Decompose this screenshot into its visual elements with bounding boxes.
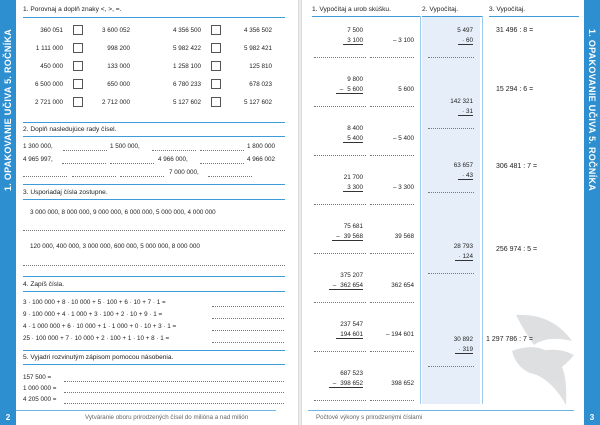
comparison-sign-box[interactable] (211, 43, 221, 53)
difference-blank[interactable] (314, 302, 366, 303)
left-footer-line (16, 410, 276, 411)
product-blank[interactable] (428, 57, 474, 58)
ex2-blank[interactable] (62, 163, 106, 164)
check-blank[interactable] (370, 57, 414, 58)
comparison-number: 6 500 000 (34, 81, 63, 88)
check-value: 398 652 (391, 380, 414, 387)
answer-blank[interactable] (212, 342, 284, 343)
ex2-top-rule (23, 122, 285, 123)
comparison-sign-box[interactable] (73, 61, 83, 71)
ex2-rule (23, 136, 285, 137)
ex2-row1-b: 1 500 000, (110, 143, 140, 150)
right-side-title: 1. OPAKOVANIE UČIVA 5. ROČNÍKA (587, 28, 597, 192)
comparison-number: 678 023 (249, 81, 272, 88)
left-sidebar (0, 0, 16, 425)
minuend: 375 207 (340, 272, 363, 279)
right-page-number: 3 (584, 411, 600, 425)
multiplier: · 319 (455, 346, 473, 354)
comparison-sign-box[interactable] (211, 61, 221, 71)
comparison-number: 4 356 502 (243, 27, 272, 34)
check-blank[interactable] (370, 302, 414, 303)
ex5-top-rule (23, 350, 285, 351)
comparison-number: 450 000 (40, 63, 63, 70)
ex2-row1-a: 1 300 000, (23, 143, 53, 150)
comparison-number: 998 200 (107, 45, 130, 52)
answer-blank[interactable] (212, 306, 284, 307)
check-blank[interactable] (370, 204, 414, 205)
left-footer: Vytváranie oboru prirodzených čísel do milióna a nad milión (85, 414, 249, 421)
multiplicand: 142 321 (450, 98, 473, 105)
comparison-number: 2 721 000 (34, 99, 63, 106)
place-value-expression: 9 · 100 000 + 4 · 1 000 + 3 · 100 + 2 · 10 + 9 · 1 = (23, 311, 163, 318)
answer-blank[interactable] (64, 403, 284, 404)
right-footer-line (308, 410, 574, 411)
division-problem: 1 297 786 : 7 = (486, 336, 533, 343)
subtrahend-value: 5 600 (347, 86, 363, 93)
expanded-form-prompt: 4 205 000 = (23, 396, 57, 403)
check-value: – 3 300 (392, 184, 414, 191)
ex2-blank[interactable] (72, 176, 116, 177)
multiplicand: 5 497 (457, 27, 473, 34)
ex2-row2-a: 4 965 997, (23, 156, 53, 163)
minus-sign: – (332, 282, 337, 289)
difference-blank[interactable] (314, 253, 366, 254)
ex1-title: 1. Porovnaj a doplň znaky <, >, =. (23, 6, 122, 13)
col1-rule (312, 16, 420, 17)
check-value: – 5 400 (392, 135, 414, 142)
difference-blank[interactable] (314, 106, 366, 107)
product-blank[interactable] (428, 273, 474, 274)
ex5-rule (23, 364, 285, 365)
minuend: 7 500 (347, 27, 363, 34)
ex3-title: 3. Usporiadaj čísla zostupne. (23, 189, 108, 196)
division-problem: 15 294 : 6 = (496, 86, 534, 93)
place-value-expression: 25 · 100 000 + 7 · 10 000 + 2 · 100 + 1 · 10 + 8 · 1 = (23, 335, 170, 342)
left-page (0, 0, 298, 425)
subtrahend (343, 184, 363, 192)
subtrahend (336, 86, 363, 94)
ex3-answer-line[interactable] (23, 265, 285, 266)
expanded-form-prompt: 157 500 = (23, 374, 52, 381)
ex2-row2-b: 4 966 000, (158, 156, 188, 163)
comparison-number: 6 780 233 (172, 81, 201, 88)
multiplier: · 43 (458, 172, 473, 180)
ex2-blank[interactable] (208, 176, 252, 177)
right-page (302, 0, 600, 425)
answer-blank[interactable] (64, 381, 284, 382)
minus-sign: – (332, 380, 337, 387)
multiplicand: 28 793 (453, 243, 473, 250)
multiplicand: 30 892 (453, 336, 473, 343)
difference-blank[interactable] (314, 400, 366, 401)
ex2-blank[interactable] (63, 150, 107, 151)
product-blank[interactable] (428, 366, 474, 367)
ex3-rule (23, 199, 285, 200)
minus-sign: – (339, 86, 344, 93)
subtrahend-value: 3 300 (347, 184, 363, 191)
minuend: 687 523 (340, 370, 363, 377)
right-sidebar (584, 0, 600, 425)
comparison-number: 5 982 421 (243, 45, 272, 52)
expanded-form-prompt: 1 000 000 = (23, 385, 57, 392)
subtrahend-value: 194 601 (340, 331, 363, 338)
ex1-rule (23, 17, 285, 18)
multiplicand: 63 657 (453, 162, 473, 169)
check-blank[interactable] (370, 400, 414, 401)
col2-rule (422, 16, 482, 17)
col2-title: 2. Vypočítaj. (422, 6, 459, 13)
col3-rule (489, 16, 579, 17)
comparison-number: 2 712 000 (101, 99, 130, 106)
answer-blank[interactable] (212, 318, 284, 319)
comparison-number: 5 982 422 (172, 45, 201, 52)
ex2-row1-c: 1 800 000 (247, 143, 276, 150)
column-divider (420, 16, 421, 404)
ex5-title: 5. Vyjadri rozvinutým zápisom pomocou násobenia. (23, 354, 174, 361)
division-problem: 256 974 : 5 = (496, 246, 538, 253)
comparison-sign-box[interactable] (73, 43, 83, 53)
comparison-number: 1 258 100 (172, 63, 201, 70)
minus-sign: – (336, 233, 340, 240)
comparison-number: 133 000 (107, 63, 130, 70)
ex2-title: 2. Doplň nasledujúce rady čísel. (23, 126, 117, 133)
ex4-rule (23, 291, 285, 292)
difference-blank[interactable] (314, 204, 366, 205)
comparison-sign-box[interactable] (73, 25, 83, 35)
minuend: 9 800 (347, 76, 363, 83)
comparison-number: 5 127 602 (243, 99, 272, 106)
check-value: – 194 601 (385, 331, 414, 338)
subtrahend-value: 398 652 (340, 380, 363, 387)
multiplier: · 31 (458, 108, 473, 116)
ex2-blank[interactable] (152, 150, 196, 151)
subtrahend-value: 3 100 (347, 37, 363, 44)
minuend: 21 700 (343, 174, 363, 181)
subtrahend-value: 5 400 (347, 135, 363, 142)
subtrahend (336, 331, 363, 339)
ex2-blank[interactable] (200, 150, 244, 151)
ex2-blank[interactable] (200, 163, 244, 164)
check-value: 39 568 (394, 233, 414, 240)
subtrahend (343, 135, 363, 143)
ex3-answer-line[interactable] (23, 230, 285, 231)
comparison-sign-box[interactable] (211, 25, 221, 35)
ex2-blank[interactable] (23, 176, 67, 177)
minuend: 8 400 (347, 125, 363, 132)
ex3-line1: 3 000 000, 8 000 000, 9 000 000, 6 000 000, 5 000 000, 4 000 000 (30, 209, 216, 216)
comparison-number: 3 600 052 (101, 27, 130, 34)
ex2-blank[interactable] (110, 163, 154, 164)
answer-blank[interactable] (212, 330, 284, 331)
ex4-title: 4. Zapíš čísla. (23, 281, 65, 288)
ex2-row3-a: 7 000 000, (169, 169, 199, 176)
difference-blank[interactable] (314, 351, 366, 352)
ex3-line2: 120 000, 400 000, 3 000 000, 600 000, 5 000 000, 8 000 000 (30, 243, 200, 250)
comparison-number: 1 111 000 (35, 45, 63, 52)
check-blank[interactable] (370, 155, 414, 156)
left-page-number: 2 (0, 411, 16, 425)
check-blank[interactable] (370, 253, 414, 254)
comparison-sign-box[interactable] (211, 97, 221, 107)
product-blank[interactable] (428, 192, 474, 193)
division-problem: 306 481 : 7 = (496, 163, 538, 170)
comparison-number: 650 000 (107, 81, 130, 88)
minuend: 75 681 (343, 223, 363, 230)
product-blank[interactable] (428, 128, 474, 129)
col1-title: 1. Vypočítaj a urob skúšku. (312, 6, 391, 13)
publisher-logo-watermark (508, 311, 580, 407)
subtrahend (329, 282, 363, 290)
ex3-top-rule (23, 184, 285, 185)
multiplier: · 60 (458, 37, 473, 45)
comparison-sign-box[interactable] (73, 79, 83, 89)
subtrahend-value: 362 654 (340, 282, 363, 289)
check-value: 5 600 (398, 86, 414, 93)
subtrahend-value: 39 568 (343, 233, 363, 240)
column-divider (482, 16, 483, 404)
subtrahend (343, 37, 363, 45)
left-side-title: 1. OPAKOVANIE UČIVA 5. ROČNÍKA (3, 28, 13, 192)
comparison-number: 360 051 (40, 27, 63, 34)
comparison-number: 125 810 (249, 63, 272, 70)
right-footer: Počtové výkony s prirodzenými číslami (316, 414, 423, 421)
check-blank[interactable] (370, 106, 414, 107)
check-blank[interactable] (370, 351, 414, 352)
multiplier: · 124 (455, 253, 473, 261)
col3-title: 3. Vypočítaj. (489, 6, 526, 13)
division-problem: 31 496 : 8 = (496, 27, 534, 34)
difference-blank[interactable] (314, 57, 366, 58)
check-value: – 3 100 (392, 37, 414, 44)
place-value-expression: 3 · 100 000 + 8 · 10 000 + 5 · 100 + 6 · 10 + 7 · 1 = (23, 299, 166, 306)
answer-blank[interactable] (64, 392, 284, 393)
minuend: 237 547 (340, 321, 363, 328)
difference-blank[interactable] (314, 155, 366, 156)
comparison-sign-box[interactable] (73, 97, 83, 107)
ex4-top-rule (23, 276, 285, 277)
ex2-blank[interactable] (120, 176, 164, 177)
subtrahend (332, 233, 363, 241)
comparison-number: 5 127 602 (172, 99, 201, 106)
comparison-number: 4 356 500 (172, 27, 201, 34)
place-value-expression: 4 · 1 000 000 + 6 · 10 000 + 1 · 1 000 + 0 · 10 + 3 · 1 = (23, 323, 177, 330)
check-value: 362 654 (391, 282, 414, 289)
ex2-row2-c: 4 966 002 (247, 156, 276, 163)
subtrahend (329, 380, 363, 388)
comparison-sign-box[interactable] (211, 79, 221, 89)
